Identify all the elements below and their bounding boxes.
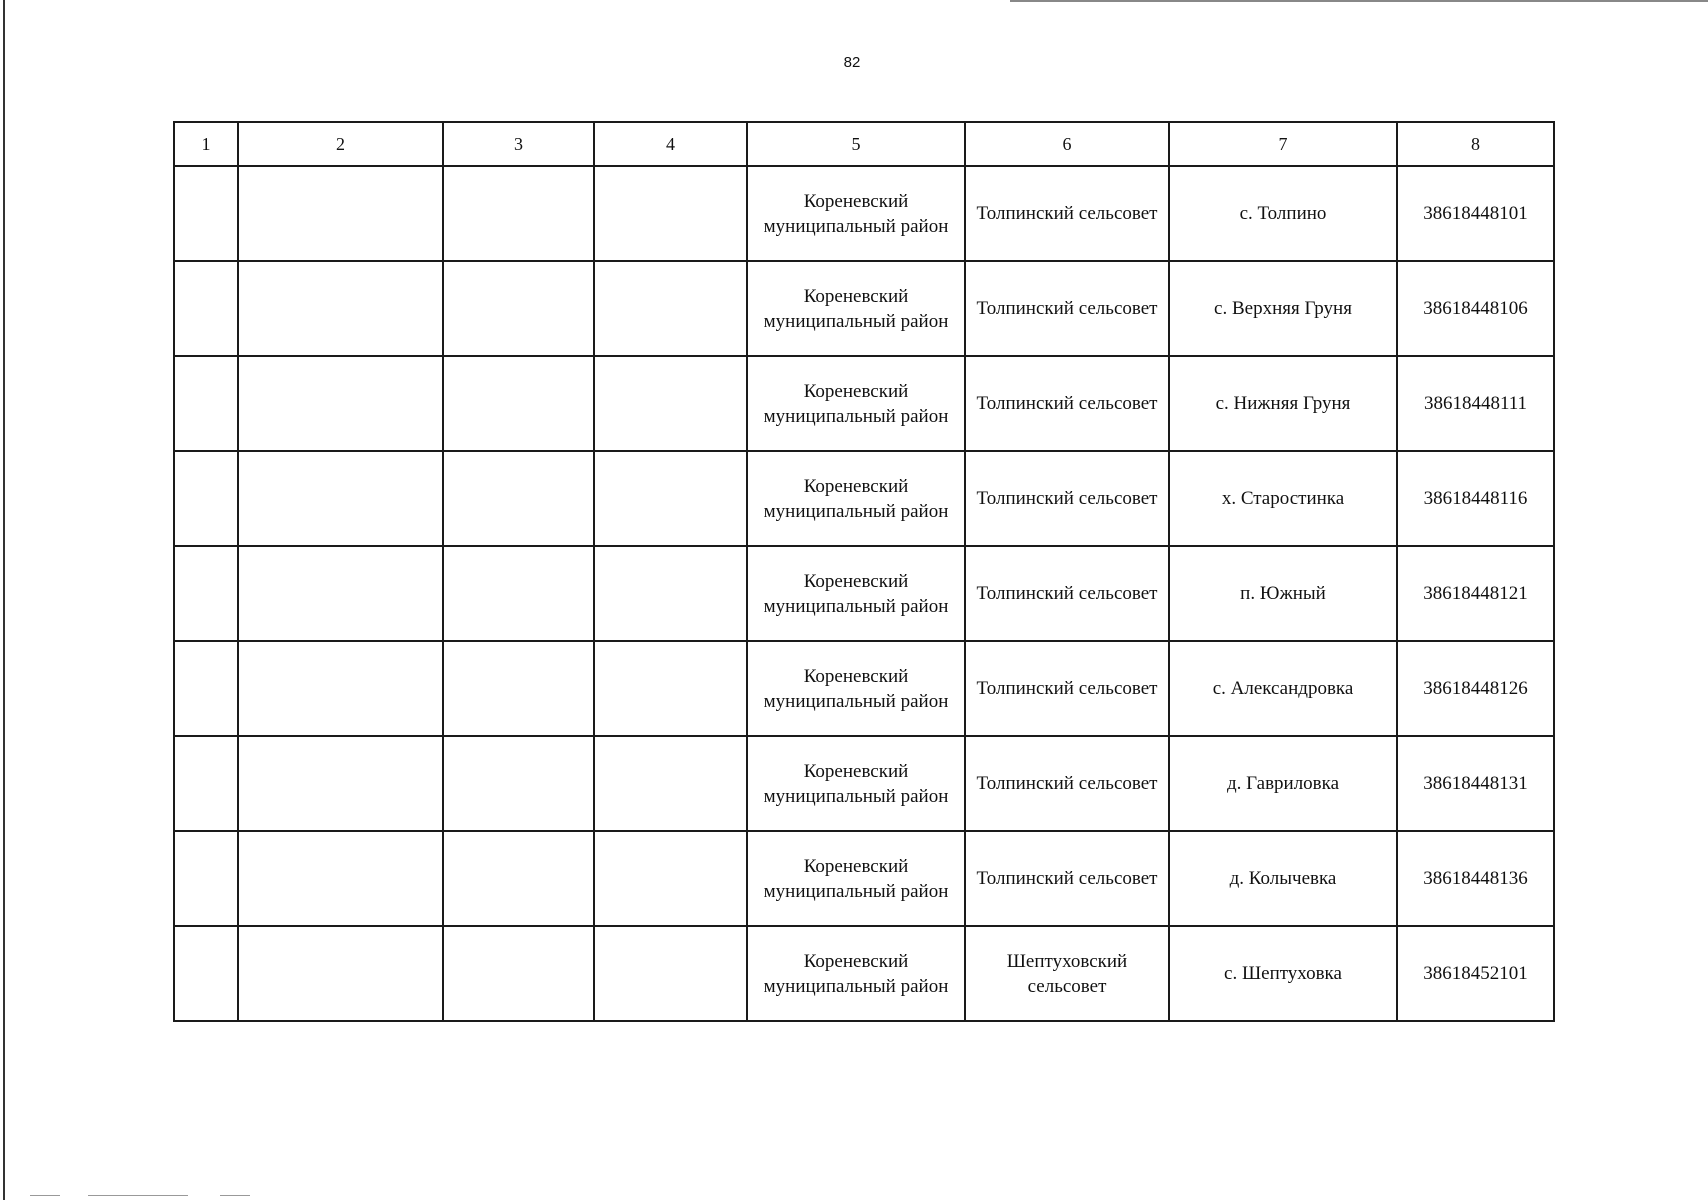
column-header-6: 6	[965, 122, 1169, 166]
col-3-cell	[443, 261, 594, 356]
column-header-3: 3	[443, 122, 594, 166]
table-row	[174, 546, 1554, 641]
table-body	[174, 166, 1554, 1021]
district-cell: Кореневский муниципальный район	[747, 546, 965, 641]
settlement-cell: с. Верхняя Груня	[1169, 261, 1397, 356]
col-2-cell	[238, 926, 443, 1021]
column-header-8: 8	[1397, 122, 1554, 166]
col-4-cell	[594, 546, 747, 641]
oktmo-code-cell: 38618448111	[1397, 356, 1554, 451]
settlement-register-table	[173, 121, 1555, 1022]
settlement-cell: с. Нижняя Груня	[1169, 356, 1397, 451]
col-3-cell	[443, 356, 594, 451]
table-row	[174, 736, 1554, 831]
col-1-cell	[174, 641, 238, 736]
table-row	[174, 261, 1554, 356]
oktmo-code-cell: 38618448126	[1397, 641, 1554, 736]
col-2-cell	[238, 546, 443, 641]
district-cell: Кореневский муниципальный район	[747, 641, 965, 736]
scan-edge-top	[1010, 0, 1708, 2]
column-header-2: 2	[238, 122, 443, 166]
district-cell: Кореневский муниципальный район	[747, 451, 965, 546]
col-4-cell	[594, 261, 747, 356]
col-1-cell	[174, 166, 238, 261]
col-1-cell	[174, 261, 238, 356]
council-cell: Толпинский сельсовет	[965, 356, 1169, 451]
settlement-cell: п. Южный	[1169, 546, 1397, 641]
col-1-cell	[174, 451, 238, 546]
col-2-cell	[238, 451, 443, 546]
column-header-5: 5	[747, 122, 965, 166]
council-cell: Шептуховский сельсовет	[965, 926, 1169, 1021]
col-4-cell	[594, 356, 747, 451]
oktmo-code-cell: 38618448101	[1397, 166, 1554, 261]
oktmo-code-cell: 38618448131	[1397, 736, 1554, 831]
table-row	[174, 641, 1554, 736]
col-2-cell	[238, 831, 443, 926]
col-3-cell	[443, 166, 594, 261]
column-header-7: 7	[1169, 122, 1397, 166]
col-3-cell	[443, 546, 594, 641]
district-cell: Кореневский муниципальный район	[747, 831, 965, 926]
col-4-cell	[594, 736, 747, 831]
col-4-cell	[594, 926, 747, 1021]
table-row	[174, 926, 1554, 1021]
district-cell: Кореневский муниципальный район	[747, 166, 965, 261]
col-1-cell	[174, 736, 238, 831]
column-header-1: 1	[174, 122, 238, 166]
col-2-cell	[238, 356, 443, 451]
settlement-cell: с. Александровка	[1169, 641, 1397, 736]
table-row	[174, 831, 1554, 926]
col-4-cell	[594, 451, 747, 546]
col-4-cell	[594, 166, 747, 261]
col-4-cell	[594, 641, 747, 736]
district-cell: Кореневский муниципальный район	[747, 736, 965, 831]
col-3-cell	[443, 831, 594, 926]
scan-edge-left	[3, 0, 5, 1200]
table-row	[174, 166, 1554, 261]
scan-edge-bottom	[220, 1195, 250, 1196]
district-cell: Кореневский муниципальный район	[747, 926, 965, 1021]
council-cell: Толпинский сельсовет	[965, 641, 1169, 736]
col-4-cell	[594, 831, 747, 926]
council-cell: Толпинский сельсовет	[965, 166, 1169, 261]
council-cell: Толпинский сельсовет	[965, 736, 1169, 831]
col-1-cell	[174, 831, 238, 926]
oktmo-code-cell: 38618448136	[1397, 831, 1554, 926]
oktmo-code-cell: 38618452101	[1397, 926, 1554, 1021]
col-2-cell	[238, 166, 443, 261]
table-row	[174, 451, 1554, 546]
council-cell: Толпинский сельсовет	[965, 546, 1169, 641]
page-number: 82	[843, 54, 861, 71]
oktmo-code-cell: 38618448116	[1397, 451, 1554, 546]
scan-edge-bottom	[30, 1195, 60, 1196]
council-cell: Толпинский сельсовет	[965, 451, 1169, 546]
council-cell: Толпинский сельсовет	[965, 261, 1169, 356]
scan-edge-bottom	[88, 1195, 188, 1196]
settlement-cell: с. Толпино	[1169, 166, 1397, 261]
table-row	[174, 356, 1554, 451]
district-cell: Кореневский муниципальный район	[747, 356, 965, 451]
col-1-cell	[174, 546, 238, 641]
col-3-cell	[443, 926, 594, 1021]
col-2-cell	[238, 641, 443, 736]
settlement-cell: х. Старостинка	[1169, 451, 1397, 546]
col-3-cell	[443, 736, 594, 831]
col-1-cell	[174, 356, 238, 451]
settlement-cell: д. Колычевка	[1169, 831, 1397, 926]
district-cell: Кореневский муниципальный район	[747, 261, 965, 356]
oktmo-code-cell: 38618448121	[1397, 546, 1554, 641]
council-cell: Толпинский сельсовет	[965, 831, 1169, 926]
oktmo-code-cell: 38618448106	[1397, 261, 1554, 356]
col-3-cell	[443, 641, 594, 736]
column-header-4: 4	[594, 122, 747, 166]
table-header-row	[174, 122, 1554, 166]
col-2-cell	[238, 736, 443, 831]
settlement-cell: с. Шептуховка	[1169, 926, 1397, 1021]
col-1-cell	[174, 926, 238, 1021]
settlement-cell: д. Гавриловка	[1169, 736, 1397, 831]
col-3-cell	[443, 451, 594, 546]
col-2-cell	[238, 261, 443, 356]
